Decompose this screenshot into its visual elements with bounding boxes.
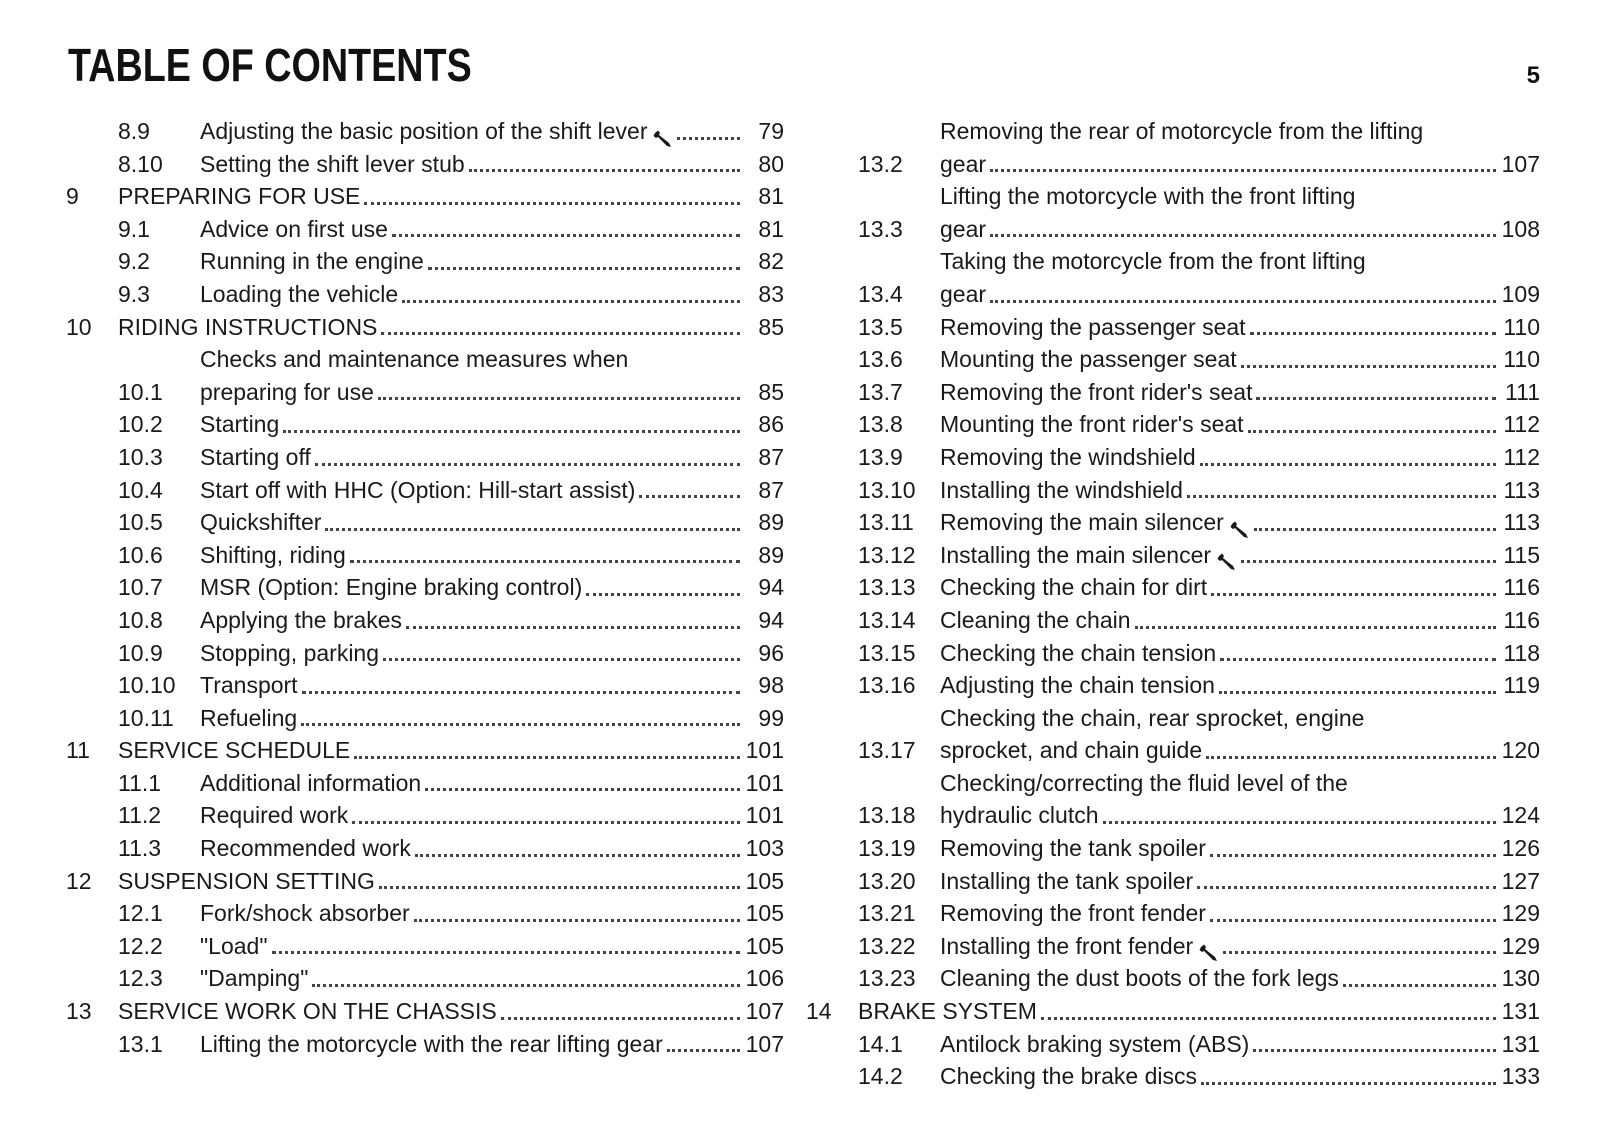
entry-page-number: 99 [758, 704, 784, 731]
toc-section-entry[interactable] [806, 474, 1540, 507]
entry-title: Refueling [200, 704, 298, 731]
entry-title: Removing the passenger seat [940, 313, 1246, 340]
dot-leader [1210, 918, 1496, 922]
dot-leader [315, 462, 740, 466]
entry-number: 13.13 [858, 574, 916, 601]
toc-section-entry[interactable] [806, 637, 1540, 670]
entry-number: 11.1 [118, 769, 162, 796]
entry-title: Starting off [200, 443, 311, 470]
entry-page-number: 108 [1501, 215, 1540, 242]
entry-page-number: 126 [1501, 835, 1540, 862]
entry-title: Start off with HHC (Option: Hill-start assist) [200, 476, 636, 503]
entry-page-number: 96 [758, 639, 784, 666]
entry-page-number: 109 [1501, 280, 1540, 307]
entry-page-number: 111 [1505, 378, 1540, 405]
toc-section-entry[interactable] [66, 669, 784, 702]
entry-title: SERVICE SCHEDULE [118, 737, 351, 764]
entry-page-number: 116 [1503, 574, 1540, 601]
entry-page-number: 119 [1503, 672, 1540, 699]
entry-number: 12 [66, 867, 92, 894]
entry-number: 10.11 [118, 704, 174, 731]
entry-number: 13.5 [858, 313, 903, 340]
toc-section-entry[interactable] [66, 799, 784, 832]
entry-number: 13.16 [858, 672, 916, 699]
toc-section-entry[interactable] [66, 637, 784, 670]
dot-leader [1211, 592, 1496, 596]
entry-number: 9 [66, 183, 79, 210]
dot-leader [402, 299, 740, 303]
toc-section-entry[interactable] [806, 115, 1540, 180]
entry-page-number: 124 [1501, 802, 1540, 829]
dot-leader [378, 396, 740, 400]
entry-page-number: 107 [1501, 150, 1540, 177]
entry-number: 8.10 [118, 150, 163, 177]
entry-title: preparing for use [200, 378, 374, 405]
dot-leader [1256, 396, 1496, 400]
entry-number: 10.6 [118, 541, 163, 568]
entry-number: 13.10 [858, 476, 916, 503]
entry-page-number: 82 [758, 248, 784, 275]
entry-number: 13.7 [858, 378, 903, 405]
entry-title: Shifting, riding [200, 541, 346, 568]
toc-section-entry[interactable] [806, 343, 1540, 376]
toc-section-entry[interactable] [66, 115, 784, 148]
toc-section-entry[interactable] [806, 571, 1540, 604]
entry-page-number: 130 [1501, 965, 1540, 992]
dot-leader [1187, 494, 1496, 498]
dot-leader [1254, 527, 1496, 531]
toc-section-entry[interactable] [806, 1060, 1540, 1093]
toc-section-entry[interactable] [66, 408, 784, 441]
entry-number: 13.15 [858, 639, 916, 666]
entry-number: 10.5 [118, 509, 163, 536]
entry-title: Removing the windshield [940, 443, 1196, 470]
wrench-icon [1199, 944, 1219, 962]
dot-leader [1250, 331, 1496, 335]
entry-title: Cleaning the dust boots of the fork legs [940, 965, 1339, 992]
toc-section-entry[interactable] [66, 245, 784, 278]
entry-title: Mounting the front rider's seat [940, 411, 1244, 438]
entry-page-number: 87 [758, 476, 784, 503]
entry-page-number: 127 [1501, 867, 1540, 894]
dot-leader [1253, 1048, 1496, 1052]
entry-number: 13.1 [118, 1030, 163, 1057]
dot-leader [354, 755, 740, 759]
entry-page-number: 115 [1503, 541, 1540, 568]
entry-title: Checking/correcting the fluid level of the [940, 769, 1348, 796]
entry-title: Installing the tank spoiler [940, 867, 1194, 894]
entry-title: Checking the chain for dirt [940, 574, 1208, 601]
entry-title: sprocket, and chain guide [940, 737, 1203, 764]
toc-chapter-entry[interactable] [66, 865, 784, 898]
toc-chapter-entry[interactable] [66, 995, 784, 1028]
entry-page-number: 87 [758, 443, 784, 470]
entry-number: 13.4 [858, 280, 903, 307]
toc-section-entry[interactable] [806, 1028, 1540, 1061]
dot-leader [1201, 1081, 1496, 1085]
entry-page-number: 105 [745, 900, 784, 927]
entry-page-number: 120 [1501, 737, 1540, 764]
toc-section-entry[interactable] [66, 474, 784, 507]
entry-title: Additional information [200, 769, 422, 796]
toc-section-entry[interactable] [66, 213, 784, 246]
toc-section-entry[interactable] [806, 962, 1540, 995]
entry-title: Advice on first use [200, 215, 388, 242]
toc-section-entry[interactable] [66, 1028, 784, 1061]
entry-title: "Load" [200, 932, 268, 959]
entry-number: 12.3 [118, 965, 163, 992]
entry-title: Transport [200, 672, 298, 699]
entry-title: Quickshifter [200, 509, 322, 536]
entry-page-number: 110 [1503, 346, 1540, 373]
entry-title: hydraulic clutch [940, 802, 1099, 829]
dot-leader [501, 1016, 740, 1020]
toc-section-entry[interactable] [806, 539, 1540, 572]
entry-title: Removing the rear of motorcycle from the lifting [940, 118, 1424, 144]
entry-page-number: 101 [745, 737, 784, 764]
entry-page-number: 131 [1501, 998, 1540, 1025]
toc-section-entry[interactable] [66, 702, 784, 735]
toc-section-entry[interactable] [806, 832, 1540, 865]
entry-title: Setting the shift lever stub [200, 150, 465, 177]
wrench-icon [1217, 553, 1237, 571]
dot-leader [1220, 657, 1496, 661]
dot-leader [283, 429, 740, 433]
dot-leader [990, 168, 1496, 172]
entry-number: 13.2 [858, 150, 903, 177]
entry-number: 13.8 [858, 411, 903, 438]
entry-title: Installing the windshield [940, 476, 1183, 503]
entry-title: Checking the chain tension [940, 639, 1217, 666]
toc-section-entry[interactable] [806, 865, 1540, 898]
entry-page-number: 94 [758, 606, 784, 633]
entry-number: 12.2 [118, 932, 163, 959]
toc-section-entry[interactable] [806, 245, 1540, 310]
entry-number: 10 [66, 313, 92, 340]
dot-leader [990, 299, 1496, 303]
toc-section-entry[interactable] [806, 180, 1540, 245]
dot-leader [312, 983, 740, 987]
dot-leader [677, 136, 740, 140]
toc-section-entry[interactable] [66, 832, 784, 865]
entry-page-number: 85 [758, 313, 784, 340]
toc-chapter-entry[interactable] [66, 734, 784, 767]
dot-leader [325, 527, 740, 531]
entry-page-number: 98 [758, 672, 784, 699]
entry-page-number: 105 [745, 932, 784, 959]
entry-page-number: 89 [758, 541, 784, 568]
dot-leader [469, 168, 740, 172]
entry-number: 11 [66, 737, 90, 764]
entry-page-number: 81 [758, 183, 784, 210]
dot-leader [352, 820, 740, 824]
entry-title: Removing the front rider's seat [940, 378, 1253, 405]
entry-number: 9.1 [118, 215, 150, 242]
entry-number: 11.3 [118, 835, 162, 862]
dot-leader [406, 625, 740, 629]
entry-page-number: 131 [1501, 1030, 1540, 1057]
entry-title: gear [940, 215, 987, 242]
toc-section-entry[interactable] [66, 441, 784, 474]
wrench-icon [653, 130, 673, 148]
entry-number: 13.11 [858, 509, 914, 536]
entry-title: gear [940, 280, 987, 307]
toc-chapter-entry[interactable] [66, 180, 784, 213]
toc-chapter-entry[interactable] [806, 995, 1540, 1028]
entry-title: Applying the brakes [200, 606, 403, 633]
entry-page-number: 129 [1501, 932, 1540, 959]
entry-title: Installing the front fender [940, 932, 1194, 959]
entry-title: Removing the main silencer [940, 509, 1224, 536]
entry-title: Loading the vehicle [200, 280, 399, 307]
dot-leader [1200, 462, 1496, 466]
entry-page-number: 101 [745, 769, 784, 796]
entry-page-number: 86 [758, 411, 784, 438]
dot-leader [1219, 690, 1496, 694]
entry-title: Removing the tank spoiler [940, 835, 1206, 862]
entry-title: SUSPENSION SETTING [118, 867, 375, 894]
toc-section-entry[interactable] [806, 441, 1540, 474]
dot-leader [1223, 950, 1496, 954]
dot-leader [392, 233, 740, 237]
toc-section-entry[interactable] [66, 506, 784, 539]
entry-number: 13.23 [858, 965, 916, 992]
entry-page-number: 107 [745, 998, 784, 1025]
toc-section-entry[interactable] [66, 571, 784, 604]
dot-leader [667, 1048, 740, 1052]
entry-page-number: 113 [1503, 476, 1540, 503]
entry-page-number: 103 [745, 835, 784, 862]
dot-leader [1206, 755, 1496, 759]
page-title: TABLE OF CONTENTS [68, 39, 472, 91]
toc-section-entry[interactable] [806, 408, 1540, 441]
toc-left-column [66, 115, 784, 1060]
entry-title: Checks and maintenance measures when [200, 346, 629, 373]
toc-section-entry[interactable] [66, 278, 784, 311]
toc-section-entry[interactable] [806, 669, 1540, 702]
dot-leader [415, 853, 740, 857]
dot-leader [1103, 820, 1496, 824]
dot-leader [272, 950, 741, 954]
entry-number: 13.14 [858, 606, 916, 633]
entry-number: 13.3 [858, 215, 903, 242]
entry-page-number: 81 [758, 215, 784, 242]
entry-title: gear [940, 150, 987, 177]
entry-title: Fork/shock absorber [200, 900, 410, 927]
entry-number: 10.1 [118, 378, 163, 405]
toc-section-entry[interactable] [66, 767, 784, 800]
entry-title: Antilock braking system (ABS) [940, 1030, 1250, 1057]
entry-page-number: 112 [1503, 443, 1540, 470]
toc-section-entry[interactable] [66, 343, 784, 408]
entry-title: RIDING INSTRUCTIONS [118, 313, 378, 340]
dot-leader [364, 201, 740, 205]
entry-page-number: 94 [758, 574, 784, 601]
entry-number: 10.8 [118, 606, 163, 633]
dot-leader [990, 233, 1496, 237]
dot-leader [1241, 559, 1496, 563]
entry-page-number: 101 [745, 802, 784, 829]
entry-number: 10.3 [118, 443, 163, 470]
entry-title: Starting [200, 411, 280, 438]
toc-section-entry[interactable] [806, 930, 1540, 963]
dot-leader [1197, 885, 1496, 889]
toc-section-entry[interactable] [66, 897, 784, 930]
dot-leader [425, 787, 740, 791]
dot-leader [1135, 625, 1496, 629]
entry-page-number: 112 [1503, 411, 1540, 438]
entry-title: Mounting the passenger seat [940, 346, 1237, 373]
toc-section-entry[interactable] [66, 962, 784, 995]
entry-number: 12.1 [118, 900, 163, 927]
entry-title: BRAKE SYSTEM [858, 998, 1037, 1025]
entry-title: Taking the motorcycle from the front lifting [940, 248, 1366, 275]
dot-leader [1210, 853, 1496, 857]
entry-page-number: 118 [1503, 639, 1540, 666]
dot-leader [1343, 983, 1496, 987]
dot-leader [1041, 1016, 1496, 1020]
entry-page-number: 79 [758, 118, 784, 144]
entry-number: 9.3 [118, 280, 150, 307]
entry-page-number: 83 [758, 280, 784, 307]
dot-leader [414, 918, 740, 922]
entry-title: Lifting the motorcycle with the rear lifting gear [200, 1030, 663, 1057]
entry-number: 9.2 [118, 248, 150, 275]
entry-title: PREPARING FOR USE [118, 183, 361, 210]
entry-title: MSR (Option: Engine braking control) [200, 574, 583, 601]
dot-leader [350, 559, 740, 563]
entry-page-number: 106 [745, 965, 784, 992]
page-number: 5 [1526, 62, 1540, 89]
toc-section-entry[interactable] [66, 539, 784, 572]
entry-page-number: 116 [1503, 606, 1540, 633]
toc-section-entry[interactable] [806, 376, 1540, 409]
entry-number: 14.1 [858, 1030, 903, 1057]
toc-section-entry[interactable] [806, 506, 1540, 539]
entry-number: 13.9 [858, 443, 903, 470]
entry-title: Installing the main silencer [940, 541, 1212, 568]
entry-number: 13.17 [858, 737, 916, 764]
toc-chapter-entry[interactable] [66, 311, 784, 344]
dot-leader [301, 722, 740, 726]
entry-title: Lifting the motorcycle with the front lifting [940, 183, 1356, 210]
entry-number: 10.7 [118, 574, 163, 601]
entry-number: 13.19 [858, 835, 916, 862]
entry-number: 13.12 [858, 541, 916, 568]
dot-leader [381, 331, 740, 335]
entry-number: 10.4 [118, 476, 163, 503]
toc-section-entry[interactable] [806, 604, 1540, 637]
entry-title: Adjusting the basic position of the shift lever [200, 118, 648, 144]
entry-page-number: 105 [745, 867, 784, 894]
toc-section-entry[interactable] [806, 767, 1540, 832]
entry-title: "Damping" [200, 965, 309, 992]
entry-title: SERVICE WORK ON THE CHASSIS [118, 998, 497, 1025]
entry-page-number: 133 [1501, 1063, 1540, 1090]
dot-leader [302, 690, 740, 694]
entry-title: Removing the front fender [940, 900, 1206, 927]
dot-leader [428, 266, 740, 270]
entry-number: 13.20 [858, 867, 916, 894]
toc-section-entry[interactable] [806, 897, 1540, 930]
dot-leader [379, 885, 740, 889]
entry-page-number: 129 [1501, 900, 1540, 927]
entry-number: 13.21 [858, 900, 916, 927]
entry-page-number: 80 [758, 150, 784, 177]
entry-title: Adjusting the chain tension [940, 672, 1215, 699]
entry-page-number: 107 [745, 1030, 784, 1057]
entry-page-number: 113 [1503, 509, 1540, 536]
entry-number: 10.10 [118, 672, 176, 699]
entry-number: 10.2 [118, 411, 163, 438]
entry-number: 10.9 [118, 639, 163, 666]
entry-number: 14.2 [858, 1063, 903, 1090]
wrench-icon [1230, 521, 1250, 539]
toc-section-entry[interactable] [66, 930, 784, 963]
entry-page-number: 85 [758, 378, 784, 405]
dot-leader [1241, 364, 1496, 368]
entry-number: 13.18 [858, 802, 916, 829]
entry-number: 14 [806, 998, 832, 1025]
entry-title: Running in the engine [200, 248, 424, 275]
toc-section-entry[interactable] [806, 702, 1540, 767]
dot-leader [586, 592, 740, 596]
entry-title: Checking the chain, rear sprocket, engine [940, 704, 1365, 731]
dot-leader [1248, 429, 1496, 433]
entry-page-number: 89 [758, 509, 784, 536]
entry-title: Stopping, parking [200, 639, 380, 666]
dot-leader [383, 657, 740, 661]
toc-section-entry[interactable] [66, 148, 784, 181]
toc-section-entry[interactable] [66, 604, 784, 637]
toc-right-column [806, 115, 1540, 1093]
dot-leader [639, 494, 740, 498]
entry-title: Recommended work [200, 835, 411, 862]
entry-number: 13.6 [858, 346, 903, 373]
entry-number: 8.9 [118, 118, 150, 144]
entry-number: 11.2 [118, 802, 162, 829]
entry-number: 13.22 [858, 932, 916, 959]
entry-title: Required work [200, 802, 349, 829]
entry-title: Cleaning the chain [940, 606, 1131, 633]
entry-number: 13 [66, 998, 92, 1025]
entry-title: Checking the brake discs [940, 1063, 1197, 1090]
toc-section-entry[interactable] [806, 311, 1540, 344]
entry-page-number: 110 [1503, 313, 1540, 340]
